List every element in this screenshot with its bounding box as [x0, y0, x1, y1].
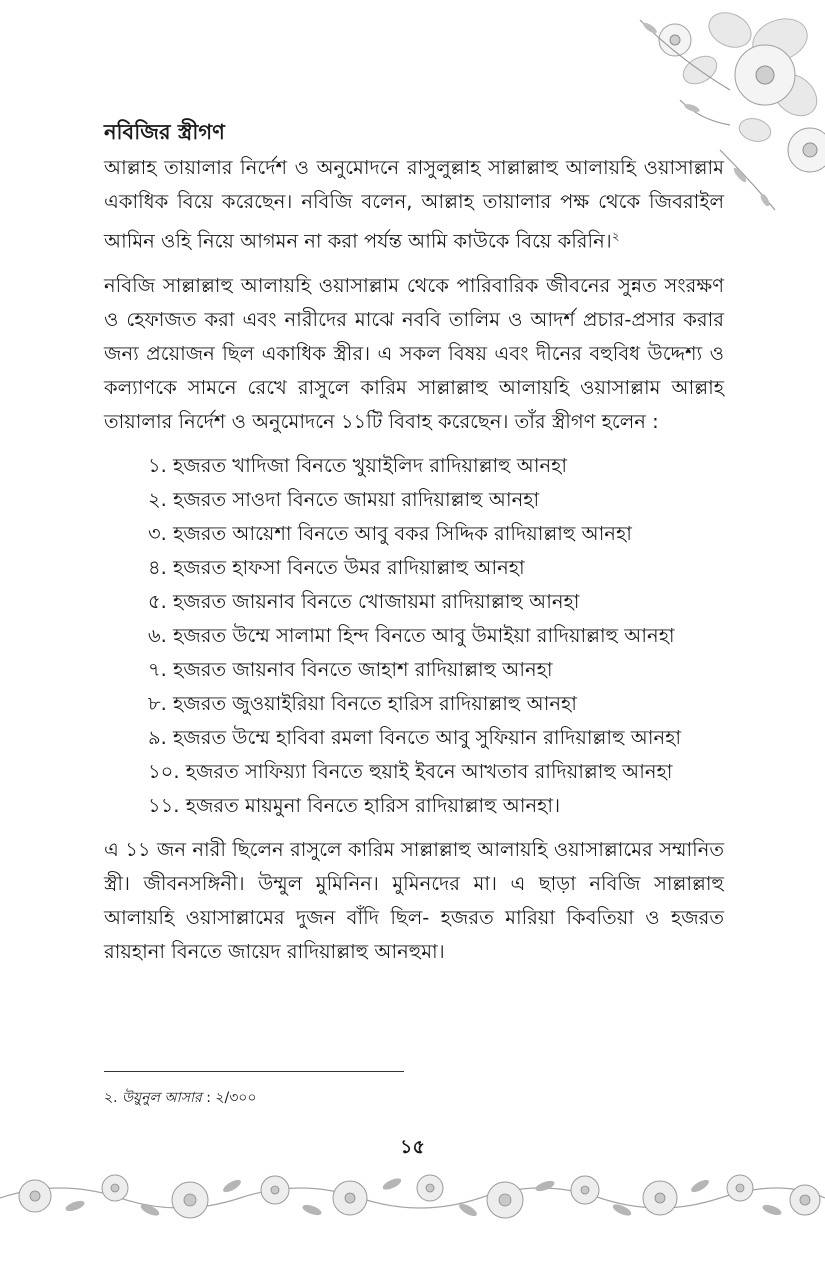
- list-item: ১১. হজরত মায়মুনা বিনতে হারিস রাদিয়াল্লাহু আনহা।: [148, 793, 561, 817]
- intro-paragraph-text: আল্লাহ তায়ালার নির্দেশ ও অনুমোদনে রাসুলুল্লাহ সাল্লাল্লাহু আলায়হি ওয়াসাল্লাম একাধিক বিয়ে করেছেন। নবিজি বলেন, আল্লাহ তায়ালার পক্ষ থেকে জিবরাইল আমিন ওহি নিয়ে আগমন না করা পর্যন্ত আমি কাউকে বিয়ে করিনি।: [104, 156, 724, 253]
- footnote-source: উয়ুনুল আসার: [122, 1090, 202, 1106]
- list-item: ৯. হজরত উম্মে হাবিবা রমলা বিনতে আবু সুফিয়ান রাদিয়াল্লাহু আনহা: [148, 725, 682, 749]
- list-item: ১০. হজরত সাফিয়্যা বিনতে হুয়াই ইবনে আখতাব রাদিয়াল্লাহু আনহা: [148, 759, 673, 783]
- intro-paragraph: [104, 151, 724, 259]
- list-item: ৪. হজরত হাফসা বিনতে উমর রাদিয়াল্লাহু আনহা: [148, 555, 525, 579]
- section-heading: নবিজির স্ত্রীগণ: [104, 120, 225, 144]
- footnote-ref: ২: [611, 229, 620, 243]
- footnote-divider: [104, 1071, 404, 1072]
- list-item: ৮. হজরত জুওয়াইরিয়া বিনতে হারিস রাদিয়াল্লাহু আনহা: [148, 691, 577, 715]
- wives-list: [104, 449, 724, 823]
- list-item: ৫. হজরত জায়নাব বিনতে খোজায়মা রাদিয়াল্লাহু আনহা: [148, 589, 580, 613]
- footnote: [104, 1086, 257, 1110]
- page-number: ১৫: [400, 1136, 425, 1158]
- footnote-number: ২.: [104, 1090, 118, 1106]
- main-content: [104, 118, 724, 969]
- list-item: ৭. হজরত জায়নাব বিনতে জাহাশ রাদিয়াল্লাহু আনহা: [148, 657, 553, 681]
- footnote-reference: : ২/৩০০: [206, 1090, 257, 1106]
- list-item: ২. হজরত সাওদা বিনতে জাময়া রাদিয়াল্লাহু আনহা: [148, 487, 540, 511]
- list-item: ১. হজরত খাদিজা বিনতে খুয়াইলিদ রাদিয়াল্লাহু আনহা: [148, 453, 568, 477]
- second-paragraph: নবিজি সাল্লাল্লাহু আলায়হি ওয়াসাল্লাম থেকে পারিবারিক জীবনের সুন্নত সংরক্ষণ ও হেফাজত করা এবং নারীদের মাঝে নববি তালিম ও আদর্শ প্রচার-প্রসার করার জন্য প্রয়োজন ছিল একাধিক স্ত্রীর। এ সকল বিষয় এবং দীনের বহুবিধ উদ্দেশ্য ও কল্যাণকে সামনে রেখে রাসুলে কারিম সাল্লাল্লাহু আলায়হি ওয়াসাল্লাম আল্লাহ তায়ালার নির্দেশ ও অনুমোদনে ১১টি বিবাহ করেছেন। তাঁর স্ত্রীগণ হলেন :: [104, 273, 724, 433]
- list-item: ৬. হজরত উম্মে সালামা হিন্দ বিনতে আবু উমাইয়া রাদিয়াল্লাহু আনহা: [148, 623, 675, 647]
- floral-border-decoration-icon: [0, 1158, 825, 1228]
- closing-paragraph: এ ১১ জন নারী ছিলেন রাসুলে কারিম সাল্লাল্লাহু আলায়হি ওয়াসাল্লামের সম্মানিত স্ত্রী। জীবনসঙ্গিনী। উম্মুল মুমিনিন। মুমিনদের মা। এ ছাড়া নবিজি সাল্লাল্লাহু আলায়হি ওয়াসাল্লামের দুজন বাঁদি ছিল- হজরত মারিয়া কিবতিয়া ও হজরত রায়হানা বিনতে জায়েদ রাদিয়াল্লাহু আনহুমা।: [104, 837, 724, 963]
- list-item: ৩. হজরত আয়েশা বিনতে আবু বকর সিদ্দিক রাদিয়াল্লাহু আনহা: [148, 521, 632, 545]
